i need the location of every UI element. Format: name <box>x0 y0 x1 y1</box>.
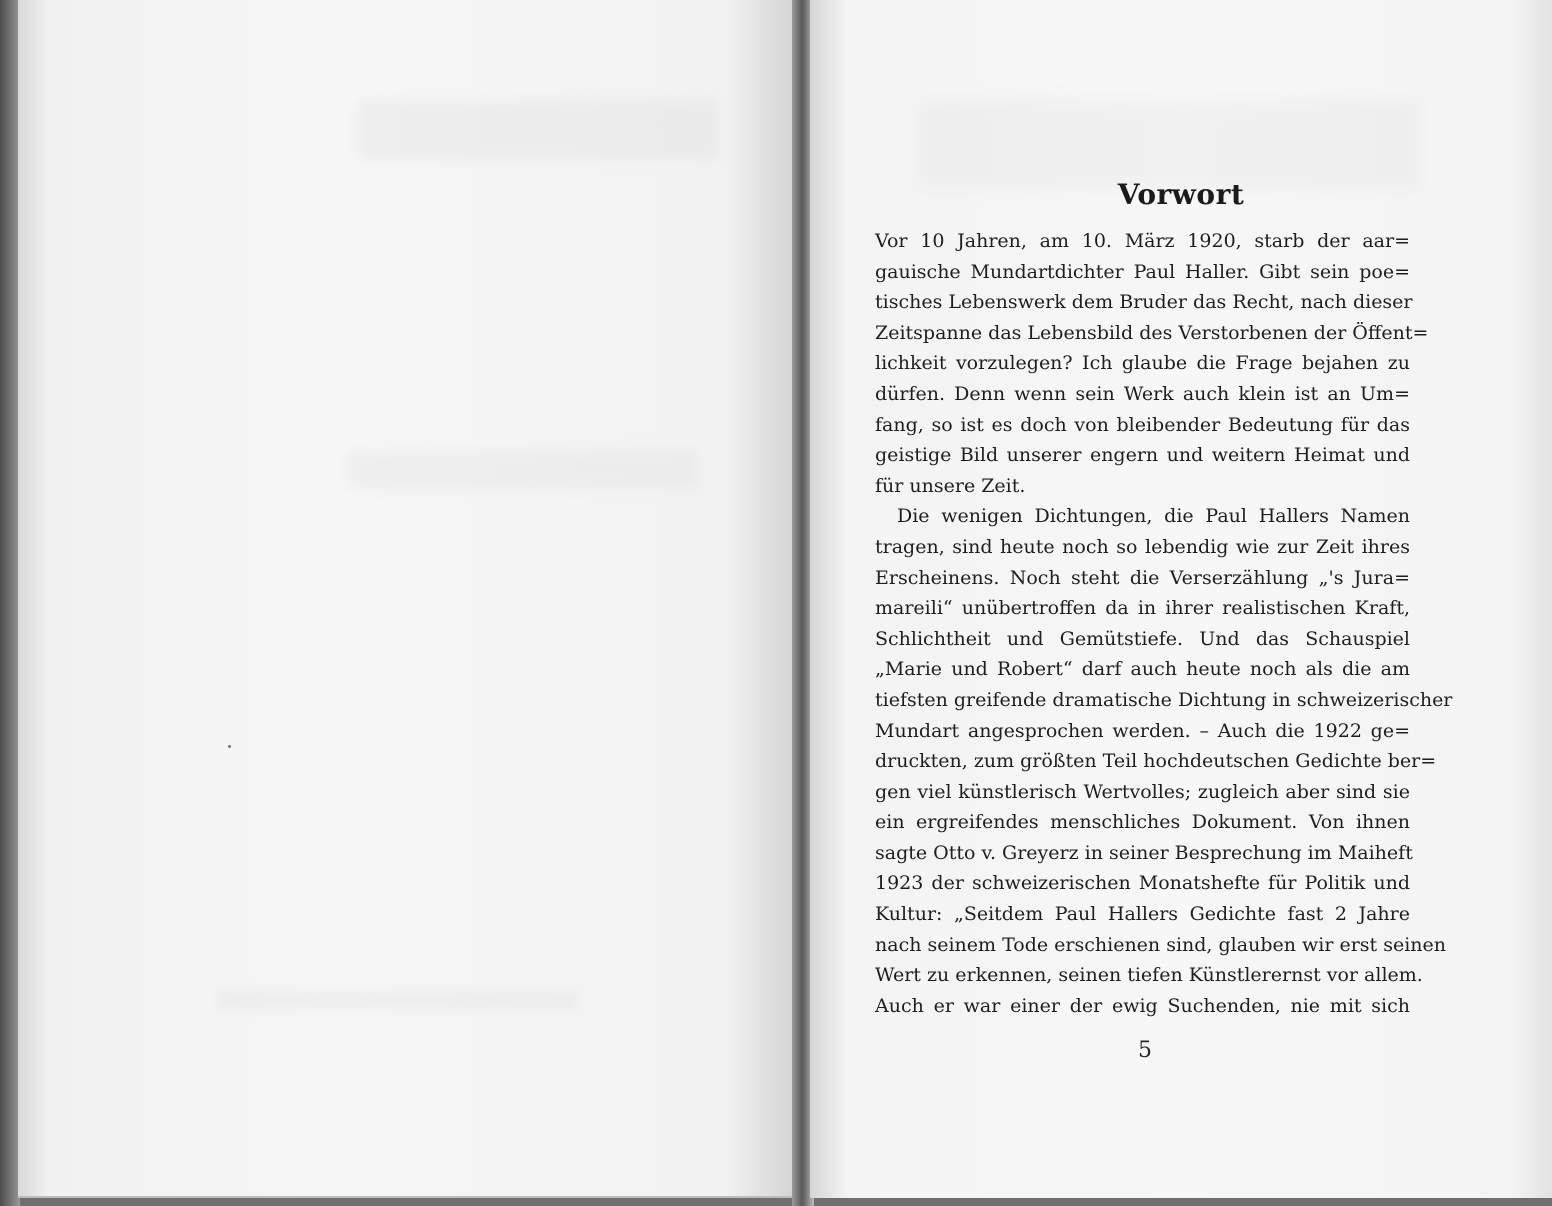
paper-speck <box>228 745 231 748</box>
text-line: druckten, zum größten Teil hochdeutschen Gedichte ber= <box>875 750 1437 773</box>
text-line: 1923 der schweizerischen Monatshefte für Politik und <box>875 872 1410 895</box>
page-heading: Vorwort <box>1117 178 1245 211</box>
text-line: geistige Bild unserer engern und weitern Heimat und <box>875 444 1410 467</box>
show-through-smudge <box>218 990 578 1010</box>
book-cover-edge <box>0 0 20 1206</box>
text-line: Kultur: „Seitdem Paul Hallers Gedichte fast 2 Jahre <box>875 903 1410 926</box>
text-line: tiefsten greifende dramatische Dichtung in schweizerischer <box>875 688 1453 711</box>
body-text <box>875 226 1453 1021</box>
text-line: lichkeit vorzulegen? Ich glaube die Frage bejahen zu <box>875 352 1410 375</box>
text-line: mareili“ unübertroffen da in ihrer realistischen Kraft, <box>875 597 1410 620</box>
page-number: 5 <box>1138 1038 1152 1063</box>
text-line: Auch er war einer der ewig Suchenden, nie mit sich <box>875 994 1410 1017</box>
show-through-smudge <box>358 100 718 160</box>
text-line: gen viel künstlerisch Wertvolles; zugleich aber sind sie <box>875 780 1410 803</box>
text-line: sagte Otto v. Greyerz in seiner Besprechung im Maiheft <box>875 841 1413 864</box>
text-line: nach seinem Tode erschienen sind, glauben wir erst seinen <box>875 933 1447 956</box>
text-line: „Marie und Robert“ darf auch heute noch als die am <box>875 658 1410 681</box>
text-line: Mundart angesprochen werden. – Auch die 1922 ge= <box>875 719 1410 742</box>
text-line: Zeitspanne das Lebensbild des Verstorbenen der Öffent= <box>875 321 1429 344</box>
show-through-smudge <box>920 100 1420 190</box>
text-line: ein ergreifendes menschliches Dokument. Von ihnen <box>875 811 1410 834</box>
text-line: Die wenigen Dichtungen, die Paul Hallers Namen <box>897 505 1410 528</box>
text-line: tisches Lebenswerk dem Bruder das Recht, nach dieser <box>875 291 1413 314</box>
left-page-blank <box>18 0 804 1198</box>
text-line: Wert zu erkennen, seinen tiefen Künstlerernst vor allem. <box>875 964 1423 987</box>
text-line: Vor 10 Jahren, am 10. März 1920, starb der aar= <box>875 230 1410 252</box>
text-line: Schlichtheit und Gemütstiefe. Und das Schauspiel <box>875 627 1410 650</box>
text-line: fang, so ist es doch von bleibender Bedeutung für das <box>875 413 1410 436</box>
text-line: tragen, sind heute noch so lebendig wie zur Zeit ihres <box>875 535 1410 558</box>
text-line: Erscheinens. Noch steht die Verserzählung „'s Jura= <box>875 566 1410 589</box>
show-through-smudge <box>348 450 698 490</box>
text-line: für unsere Zeit. <box>875 474 1026 497</box>
text-line: dürfen. Denn wenn sein Werk auch klein ist an Um= <box>875 382 1410 405</box>
text-line: gauische Mundartdichter Paul Haller. Gibt sein poe= <box>875 260 1410 283</box>
